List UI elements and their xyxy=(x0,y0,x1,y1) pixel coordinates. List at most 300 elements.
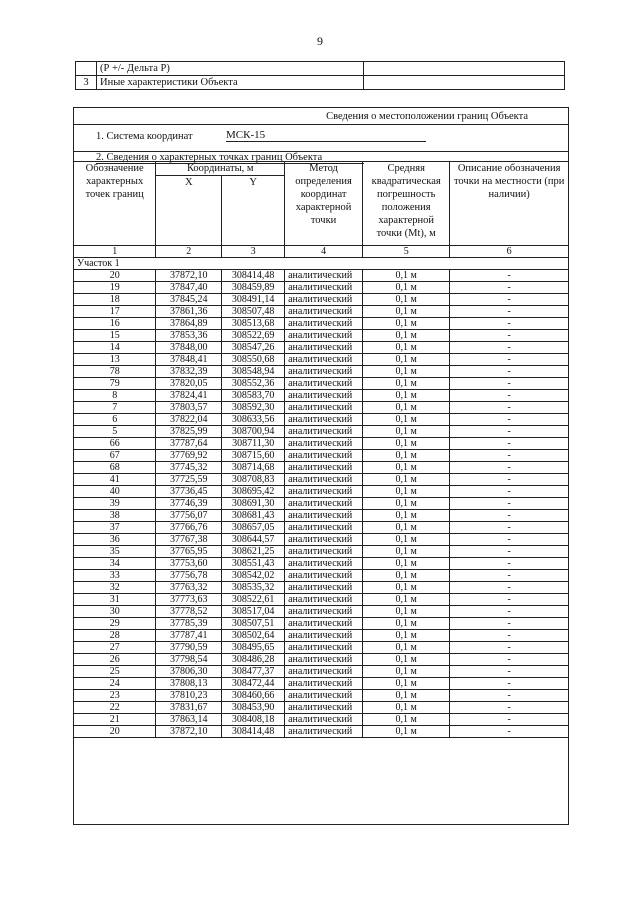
cell-method: аналитический xyxy=(285,438,363,450)
table-row xyxy=(74,426,569,438)
cell-coord-y: 308657,05 xyxy=(222,522,285,534)
header-point: Обозначение характерных точек границ xyxy=(74,162,156,246)
page-number: 9 xyxy=(317,34,323,48)
cell-point-id: 21 xyxy=(74,714,156,726)
cell-accuracy: 0,1 м xyxy=(363,582,450,594)
cell-description: - xyxy=(450,522,569,534)
cell-accuracy: 0,1 м xyxy=(363,702,450,714)
cell-accuracy: 0,1 м xyxy=(363,690,450,702)
cell-method: аналитический xyxy=(285,606,363,618)
cell-point-id: 18 xyxy=(74,294,156,306)
cell-coord-x: 37847,40 xyxy=(156,282,222,294)
cell-coord-x: 37763,32 xyxy=(156,582,222,594)
table-row xyxy=(74,282,569,294)
cell-point-id: 34 xyxy=(74,558,156,570)
cell-coord-y: 308621,25 xyxy=(222,546,285,558)
header-accuracy: Средняя квадратическая погрешность положения характерной точки (Mt), м xyxy=(363,162,450,246)
cell-coord-y: 308715,60 xyxy=(222,450,285,462)
cell-method: аналитический xyxy=(285,666,363,678)
column-numbers-row xyxy=(74,246,569,258)
cell-description: - xyxy=(450,330,569,342)
row-value xyxy=(364,76,565,90)
cell-coord-x: 37820,05 xyxy=(156,378,222,390)
cell-point-id: 22 xyxy=(74,702,156,714)
table-row xyxy=(74,630,569,642)
cell-coord-y: 308472,44 xyxy=(222,678,285,690)
cell-point-id: 39 xyxy=(74,498,156,510)
table-row xyxy=(74,570,569,582)
cell-accuracy: 0,1 м xyxy=(363,306,450,318)
table-row xyxy=(74,486,569,498)
row-value xyxy=(364,62,565,76)
cell-coord-y: 308453,90 xyxy=(222,702,285,714)
cell-accuracy: 0,1 м xyxy=(363,438,450,450)
section-title: Сведения о местоположении границ Объекта xyxy=(326,111,528,122)
cell-coord-x: 37756,78 xyxy=(156,570,222,582)
cell-method: аналитический xyxy=(285,402,363,414)
cell-coord-x: 37861,36 xyxy=(156,306,222,318)
cell-description: - xyxy=(450,702,569,714)
cell-coord-x: 37832,39 xyxy=(156,366,222,378)
cell-method: аналитический xyxy=(285,582,363,594)
cell-description: - xyxy=(450,438,569,450)
cell-point-id: 31 xyxy=(74,594,156,606)
table-row xyxy=(74,330,569,342)
cell-coord-y: 308714,68 xyxy=(222,462,285,474)
cell-coord-y: 308695,42 xyxy=(222,486,285,498)
cell-method: аналитический xyxy=(285,330,363,342)
cell-point-id: 36 xyxy=(74,534,156,546)
cell-coord-y: 308711,30 xyxy=(222,438,285,450)
table-row xyxy=(74,414,569,426)
cell-coord-y: 308522,61 xyxy=(222,594,285,606)
cell-coord-y: 308548,94 xyxy=(222,366,285,378)
cell-method: аналитический xyxy=(285,318,363,330)
cell-coord-y: 308583,70 xyxy=(222,390,285,402)
cell-coord-y: 308486,28 xyxy=(222,654,285,666)
cell-accuracy: 0,1 м xyxy=(363,450,450,462)
cell-point-id: 8 xyxy=(74,390,156,402)
cell-description: - xyxy=(450,546,569,558)
cell-coord-x: 37824,41 xyxy=(156,390,222,402)
cell-description: - xyxy=(450,654,569,666)
cell-coord-y: 308644,57 xyxy=(222,534,285,546)
table-row xyxy=(74,534,569,546)
cell-coord-y: 308459,89 xyxy=(222,282,285,294)
cell-point-id: 68 xyxy=(74,462,156,474)
cell-description: - xyxy=(450,342,569,354)
cell-coord-y: 308477,37 xyxy=(222,666,285,678)
table-row xyxy=(74,378,569,390)
cell-point-id: 13 xyxy=(74,354,156,366)
col-number: 1 xyxy=(74,246,156,258)
cell-accuracy: 0,1 м xyxy=(363,462,450,474)
cell-description: - xyxy=(450,366,569,378)
plot-row xyxy=(74,258,569,270)
cell-point-id: 25 xyxy=(74,666,156,678)
cell-coord-y: 308414,48 xyxy=(222,270,285,282)
cell-coord-y: 308517,04 xyxy=(222,606,285,618)
cell-accuracy: 0,1 м xyxy=(363,342,450,354)
cell-coord-x: 37785,39 xyxy=(156,618,222,630)
cell-accuracy: 0,1 м xyxy=(363,594,450,606)
cell-coord-x: 37831,67 xyxy=(156,702,222,714)
cell-point-id: 26 xyxy=(74,654,156,666)
cell-accuracy: 0,1 м xyxy=(363,546,450,558)
table-row xyxy=(74,294,569,306)
col-number: 6 xyxy=(450,246,569,258)
coordinate-system-row xyxy=(74,125,568,152)
cell-method: аналитический xyxy=(285,714,363,726)
table-row xyxy=(76,62,565,76)
cell-accuracy: 0,1 м xyxy=(363,414,450,426)
cell-coord-y: 308491,14 xyxy=(222,294,285,306)
table-row xyxy=(74,642,569,654)
cell-description: - xyxy=(450,402,569,414)
cell-coord-x: 37790,59 xyxy=(156,642,222,654)
cell-coord-x: 37767,38 xyxy=(156,534,222,546)
cell-point-id: 5 xyxy=(74,426,156,438)
cell-description: - xyxy=(450,486,569,498)
row-text: Иные характеристики Объекта xyxy=(97,76,364,90)
cell-method: аналитический xyxy=(285,594,363,606)
cell-coord-x: 37853,36 xyxy=(156,330,222,342)
cell-method: аналитический xyxy=(285,534,363,546)
cell-coord-x: 37765,95 xyxy=(156,546,222,558)
cell-description: - xyxy=(450,306,569,318)
cell-point-id: 41 xyxy=(74,474,156,486)
cell-accuracy: 0,1 м xyxy=(363,510,450,522)
cell-accuracy: 0,1 м xyxy=(363,474,450,486)
cell-point-id: 78 xyxy=(74,366,156,378)
cell-method: аналитический xyxy=(285,474,363,486)
cell-description: - xyxy=(450,378,569,390)
cell-description: - xyxy=(450,270,569,282)
cell-method: аналитический xyxy=(285,462,363,474)
header-y: Y xyxy=(222,176,285,246)
cell-point-id: 6 xyxy=(74,414,156,426)
cell-coord-x: 37822,04 xyxy=(156,414,222,426)
cell-coord-x: 37863,14 xyxy=(156,714,222,726)
cell-accuracy: 0,1 м xyxy=(363,270,450,282)
cell-accuracy: 0,1 м xyxy=(363,294,450,306)
cell-accuracy: 0,1 м xyxy=(363,498,450,510)
cell-description: - xyxy=(450,318,569,330)
table-row xyxy=(74,474,569,486)
row-text: (Р +/- Дельта Р) xyxy=(97,62,364,76)
cell-method: аналитический xyxy=(285,570,363,582)
table-row xyxy=(74,582,569,594)
table-row xyxy=(74,654,569,666)
cell-method: аналитический xyxy=(285,618,363,630)
table-row xyxy=(74,546,569,558)
cell-point-id: 14 xyxy=(74,342,156,354)
cell-description: - xyxy=(450,294,569,306)
cell-method: аналитический xyxy=(285,654,363,666)
cell-point-id: 30 xyxy=(74,606,156,618)
table-row xyxy=(74,510,569,522)
cell-description: - xyxy=(450,606,569,618)
cell-coord-x: 37808,13 xyxy=(156,678,222,690)
cell-method: аналитический xyxy=(285,270,363,282)
cell-method: аналитический xyxy=(285,426,363,438)
cell-coord-x: 37766,76 xyxy=(156,522,222,534)
cell-description: - xyxy=(450,582,569,594)
cell-method: аналитический xyxy=(285,342,363,354)
cell-coord-x: 37773,63 xyxy=(156,594,222,606)
cell-method: аналитический xyxy=(285,366,363,378)
cell-point-id: 27 xyxy=(74,642,156,654)
cell-coord-y: 308513,68 xyxy=(222,318,285,330)
row-number: 3 xyxy=(76,76,97,90)
header-description: Описание обозначения точки на местности (при наличии) xyxy=(450,162,569,246)
cell-method: аналитический xyxy=(285,294,363,306)
cell-coord-x: 37756,07 xyxy=(156,510,222,522)
cell-method: аналитический xyxy=(285,306,363,318)
cell-point-id: 20 xyxy=(74,270,156,282)
points-body xyxy=(74,270,569,738)
characteristics-table xyxy=(75,61,565,90)
cell-method: аналитический xyxy=(285,486,363,498)
cell-point-id: 23 xyxy=(74,690,156,702)
table-row xyxy=(74,462,569,474)
cell-coord-x: 37872,10 xyxy=(156,726,222,738)
cell-coord-y: 308708,83 xyxy=(222,474,285,486)
cell-coord-x: 37864,89 xyxy=(156,318,222,330)
cell-method: аналитический xyxy=(285,726,363,738)
cell-method: аналитический xyxy=(285,558,363,570)
row-number xyxy=(76,62,97,76)
cell-description: - xyxy=(450,678,569,690)
cell-coord-y: 308633,56 xyxy=(222,414,285,426)
cell-description: - xyxy=(450,474,569,486)
cell-coord-y: 308502,64 xyxy=(222,630,285,642)
cell-coord-y: 308507,48 xyxy=(222,306,285,318)
cell-coord-x: 37725,59 xyxy=(156,474,222,486)
cell-accuracy: 0,1 м xyxy=(363,522,450,534)
table-row xyxy=(74,318,569,330)
cell-coord-x: 37778,52 xyxy=(156,606,222,618)
cell-accuracy: 0,1 м xyxy=(363,330,450,342)
cell-point-id: 38 xyxy=(74,510,156,522)
cell-accuracy: 0,1 м xyxy=(363,726,450,738)
cell-method: аналитический xyxy=(285,498,363,510)
cell-accuracy: 0,1 м xyxy=(363,378,450,390)
cell-point-id: 19 xyxy=(74,282,156,294)
table-row xyxy=(74,666,569,678)
table-row xyxy=(74,522,569,534)
cell-coord-x: 37803,57 xyxy=(156,402,222,414)
cell-coord-x: 37848,41 xyxy=(156,354,222,366)
cell-accuracy: 0,1 м xyxy=(363,678,450,690)
cell-point-id: 29 xyxy=(74,618,156,630)
cell-method: аналитический xyxy=(285,642,363,654)
boundary-points-table xyxy=(73,161,569,738)
cell-method: аналитический xyxy=(285,546,363,558)
table-row xyxy=(74,342,569,354)
cell-description: - xyxy=(450,414,569,426)
cell-description: - xyxy=(450,534,569,546)
table-row xyxy=(74,618,569,630)
table-row xyxy=(74,678,569,690)
table-row xyxy=(74,498,569,510)
table-row xyxy=(74,558,569,570)
cell-point-id: 33 xyxy=(74,570,156,582)
cell-coord-y: 308495,65 xyxy=(222,642,285,654)
cell-point-id: 24 xyxy=(74,678,156,690)
cell-description: - xyxy=(450,354,569,366)
cell-coord-y: 308414,48 xyxy=(222,726,285,738)
cell-method: аналитический xyxy=(285,702,363,714)
cell-accuracy: 0,1 м xyxy=(363,486,450,498)
cell-coord-x: 37845,24 xyxy=(156,294,222,306)
cell-method: аналитический xyxy=(285,414,363,426)
cell-accuracy: 0,1 м xyxy=(363,654,450,666)
cell-coord-x: 37872,10 xyxy=(156,270,222,282)
cell-coord-x: 37810,23 xyxy=(156,690,222,702)
cell-point-id: 35 xyxy=(74,546,156,558)
cell-method: аналитический xyxy=(285,450,363,462)
table-row xyxy=(74,450,569,462)
cell-coord-x: 37746,39 xyxy=(156,498,222,510)
table-row xyxy=(74,438,569,450)
cell-coord-y: 308700,94 xyxy=(222,426,285,438)
table-row xyxy=(74,594,569,606)
cell-description: - xyxy=(450,570,569,582)
table-row xyxy=(74,702,569,714)
header-coordinates: Координаты, м xyxy=(156,162,285,176)
coordinate-system-label: 1. Система координат xyxy=(96,131,193,142)
col-number: 3 xyxy=(222,246,285,258)
cell-coord-y: 308550,68 xyxy=(222,354,285,366)
cell-method: аналитический xyxy=(285,522,363,534)
cell-method: аналитический xyxy=(285,510,363,522)
cell-coord-y: 308592,30 xyxy=(222,402,285,414)
cell-point-id: 15 xyxy=(74,330,156,342)
coordinate-system-value: МСК-15 xyxy=(226,129,426,142)
cell-coord-x: 37848,00 xyxy=(156,342,222,354)
cell-description: - xyxy=(450,690,569,702)
header-method: Метод определения координат характерной точки xyxy=(285,162,363,246)
cell-method: аналитический xyxy=(285,378,363,390)
cell-description: - xyxy=(450,666,569,678)
cell-coord-y: 308522,69 xyxy=(222,330,285,342)
col-number: 4 xyxy=(285,246,363,258)
cell-accuracy: 0,1 м xyxy=(363,666,450,678)
cell-accuracy: 0,1 м xyxy=(363,402,450,414)
header-x: X xyxy=(156,176,222,246)
cell-description: - xyxy=(450,390,569,402)
cell-method: аналитический xyxy=(285,678,363,690)
table-row xyxy=(74,306,569,318)
cell-description: - xyxy=(450,726,569,738)
cell-accuracy: 0,1 м xyxy=(363,642,450,654)
table-row xyxy=(74,354,569,366)
cell-point-id: 28 xyxy=(74,630,156,642)
cell-coord-y: 308542,02 xyxy=(222,570,285,582)
cell-description: - xyxy=(450,618,569,630)
cell-description: - xyxy=(450,714,569,726)
cell-method: аналитический xyxy=(285,282,363,294)
cell-description: - xyxy=(450,630,569,642)
cell-point-id: 17 xyxy=(74,306,156,318)
cell-accuracy: 0,1 м xyxy=(363,366,450,378)
col-number: 2 xyxy=(156,246,222,258)
cell-method: аналитический xyxy=(285,690,363,702)
cell-accuracy: 0,1 м xyxy=(363,570,450,582)
cell-description: - xyxy=(450,498,569,510)
cell-description: - xyxy=(450,450,569,462)
table-row xyxy=(74,270,569,282)
cell-description: - xyxy=(450,282,569,294)
cell-accuracy: 0,1 м xyxy=(363,558,450,570)
cell-accuracy: 0,1 м xyxy=(363,606,450,618)
table-row xyxy=(76,76,565,90)
cell-coord-y: 308551,43 xyxy=(222,558,285,570)
cell-method: аналитический xyxy=(285,630,363,642)
cell-coord-y: 308535,32 xyxy=(222,582,285,594)
cell-point-id: 40 xyxy=(74,486,156,498)
cell-coord-y: 308460,66 xyxy=(222,690,285,702)
cell-accuracy: 0,1 м xyxy=(363,534,450,546)
cell-coord-y: 308691,30 xyxy=(222,498,285,510)
cell-coord-x: 37753,60 xyxy=(156,558,222,570)
table-row xyxy=(74,402,569,414)
cell-coord-y: 308408,18 xyxy=(222,714,285,726)
cell-method: аналитический xyxy=(285,390,363,402)
cell-coord-x: 37769,92 xyxy=(156,450,222,462)
cell-point-id: 66 xyxy=(74,438,156,450)
cell-accuracy: 0,1 м xyxy=(363,618,450,630)
table-row xyxy=(74,606,569,618)
cell-coord-x: 37806,30 xyxy=(156,666,222,678)
cell-description: - xyxy=(450,510,569,522)
cell-coord-x: 37798,54 xyxy=(156,654,222,666)
cell-coord-x: 37745,32 xyxy=(156,462,222,474)
cell-coord-x: 37825,99 xyxy=(156,426,222,438)
cell-point-id: 37 xyxy=(74,522,156,534)
cell-description: - xyxy=(450,642,569,654)
plot-label: Участок 1 xyxy=(74,258,569,270)
table-row xyxy=(74,726,569,738)
cell-description: - xyxy=(450,594,569,606)
table-row xyxy=(74,366,569,378)
cell-point-id: 7 xyxy=(74,402,156,414)
cell-accuracy: 0,1 м xyxy=(363,282,450,294)
cell-point-id: 32 xyxy=(74,582,156,594)
cell-coord-y: 308507,51 xyxy=(222,618,285,630)
cell-accuracy: 0,1 м xyxy=(363,630,450,642)
cell-coord-y: 308547,26 xyxy=(222,342,285,354)
cell-point-id: 79 xyxy=(74,378,156,390)
header-row xyxy=(74,162,569,176)
cell-point-id: 20 xyxy=(74,726,156,738)
cell-method: аналитический xyxy=(285,354,363,366)
col-number: 5 xyxy=(363,246,450,258)
cell-accuracy: 0,1 м xyxy=(363,318,450,330)
section-title-row xyxy=(74,110,568,125)
cell-description: - xyxy=(450,558,569,570)
cell-point-id: 67 xyxy=(74,450,156,462)
cell-point-id: 16 xyxy=(74,318,156,330)
cell-accuracy: 0,1 м xyxy=(363,354,450,366)
table-row xyxy=(74,390,569,402)
table-row xyxy=(74,714,569,726)
cell-description: - xyxy=(450,462,569,474)
cell-accuracy: 0,1 м xyxy=(363,390,450,402)
cell-coord-x: 37736,45 xyxy=(156,486,222,498)
cell-coord-y: 308681,43 xyxy=(222,510,285,522)
